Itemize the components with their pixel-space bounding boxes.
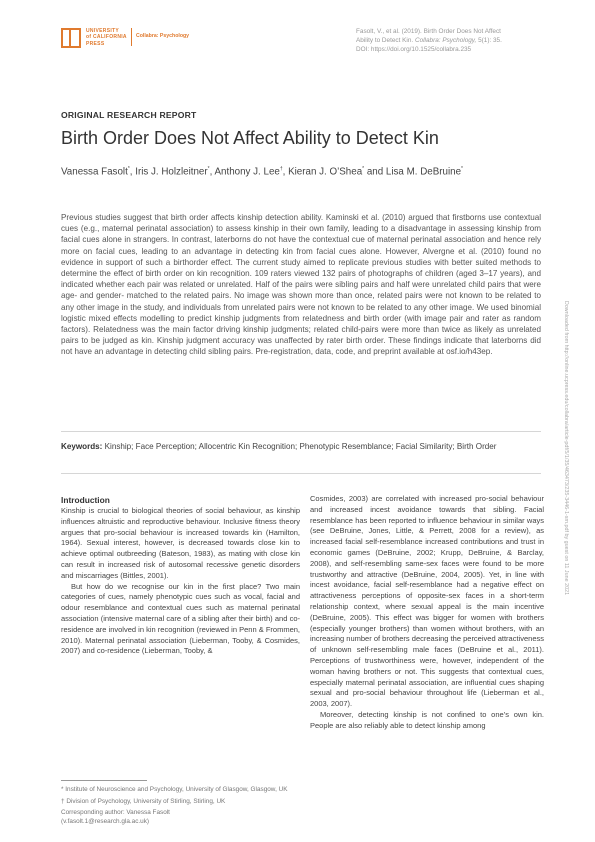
intro-heading: Introduction xyxy=(61,495,110,505)
article-title: Birth Order Does Not Affect Ability to Detect Kin xyxy=(61,128,439,148)
paragraph: But how do we recognise our kin in the first place? Two main categories of cues, namely phenotypic cues such as vocal, facial and odour resemblance and contextual cues such as maternal perinatal association (intensive maternal care of a sibling after their birth) and co-residence are involved in kin recognition (reviewed in Penn & Frommen, 2010). Maternal perinatal association (Lieberman, Tooby, & Cosmides, 2007) and co-residence (Lieberman, Tooby, & xyxy=(61,581,300,656)
section-label: ORIGINAL RESEARCH REPORT xyxy=(61,110,197,120)
citation-line-2: Ability to Detect Kin. Collabra: Psychology, 5(1): 35. xyxy=(356,37,502,44)
author-list: Vanessa Fasolt*, Iris J. Holzleitner*, Anthony J. Lee†, Kieran J. O’Shea* and Lisa M. DeBruine* xyxy=(61,166,463,178)
author-affiliation-mark: * xyxy=(362,166,365,172)
author-affiliation-mark: † xyxy=(279,166,283,172)
abstract: Previous studies suggest that birth order affects kinship detection ability. Kaminski et al. (2010) argued that firstborns use contextual cues (e.g., maternal perinatal association) to assess kinship in their own family, leading to a disadvantage in assessing kinship from facial cues alone in strangers. In contrast, laterborns do not have the contextual cue of maternal perinatal association and hence rely more on facial cues, leading to an advantage in detecting kin from facial cues alone. However, Alvergne et al. (2010) found no evidence in support of such a birthorder effect. The current study aimed to replicate previous studies with better suited methods to determine the effect of birth order on kin recognition. 109 raters viewed 132 pairs of photographs of children (aged 3–17 years), and indicated whether each pair was related or unrelated. Half of the pairs were sibling pairs and half were unrelated child pairs that were age- and gender- matched to the related pairs. No image was shown more than once, related pairs were not known to be related to any other image in the study, and individuals from unrelated pairs were not known to be related to any other image. We used binomial logistic mixed effects modelling to predict kinship judgments from relatedness and birth order (with image pair and rater as random factors). Relatedness was the main factor driving kinship judgments; related child-pairs were more than twice as likely as unrelated pairs to be judged as kin. Kinship judgment accuracy was unaffected by rater birth order. These findings indicate that laterborns did not have an advantage in detecting child sibling pairs. Pre-registration, data, code, and preprint available at osf.io/h43ep. xyxy=(61,213,541,357)
author-name: Vanessa Fasolt xyxy=(61,166,128,178)
ucpress-logo-text: UNIVERSITY of CALIFORNIA PRESS xyxy=(86,28,127,47)
logo-divider xyxy=(131,28,132,46)
keywords: Keywords: Kinship; Face Perception; Allocentric Kin Recognition; Phenotypic Resemblance; Facial Similarity; Birth Order xyxy=(61,442,497,451)
collabra-label: Collabra: Psychology xyxy=(136,33,190,39)
footnotes xyxy=(61,786,300,829)
author-affiliation-mark: * xyxy=(207,166,210,172)
footnote-affiliation-2: † Division of Psychology, University of Stirling, Stirling, UK xyxy=(61,797,226,805)
body-column-left xyxy=(61,494,300,657)
paragraph: Moreover, detecting kinship is not confined to one’s own kin. People are also reliably able to detect kinship among xyxy=(310,709,544,730)
paragraph: Kinship is crucial to biological theories of social behaviour, as kinship influences altruistic and reproductive behaviour. Inclusive fitness theory argues that pro-social behaviour is increased towards kin (Hamilton, 1964). Sexual interest, however, is decreased towards close kin to achieve optimal outbreeding (Bateson, 1983), as mating with close kin can result in increased risk of autosomal recessive genetic disorders and miscarriages (Bittles, 2001). xyxy=(61,506,300,580)
author-name: Lisa M. DeBruine xyxy=(385,166,462,178)
author-name: Kieran J. O’Shea xyxy=(288,166,363,178)
citation-line-1: Fasolt, V., et al. (2019). Birth Order Does Not Affect xyxy=(356,28,501,35)
download-watermark: Downloaded from http://online.ucpress.edu/collabra/article-pdf/5/1/35/463473/235-3446-1-sm.pdf by guest on 11 June 2021 xyxy=(563,300,569,596)
author-name: Anthony J. Lee xyxy=(214,166,280,178)
author-affiliation-mark: * xyxy=(461,166,463,172)
citation-doi-link[interactable]: DOI: https://doi.org/10.1525/collabra.235 xyxy=(356,46,472,53)
author-name: Iris J. Holzleitner xyxy=(135,166,208,178)
footnote-rule xyxy=(61,780,147,781)
body-column-right xyxy=(310,494,544,732)
footnote-affiliation-1: * Institute of Neuroscience and Psychology, University of Glasgow, Glasgow, UK xyxy=(61,786,288,793)
corresponding-email-link[interactable]: (v.fasolt.1@research.gla.ac.uk) xyxy=(61,817,150,825)
citation-block xyxy=(356,27,556,54)
divider-top xyxy=(61,431,541,432)
divider-bottom xyxy=(61,473,541,474)
paragraph: Cosmides, 2003) are correlated with increased pro-social behaviour and increased incest avoidance towards that sibling. Facial resemblance has been reported to influence behaviour in similar ways (see DeBruine, Jones, Little, & Perrett, 2008 for a review), as increased facial self-resemblance increased contributions and trust in economic games (DeBruine, 2002; Krupp, DeBruine, & Barclay, 2008), and self-resembling same-sex faces were found to be more trustworthy and attractive (DeBruine, 2004, 2005). Yet, in line with incest avoidance, facial self-resemblance had a negative effect on attractiveness perceptions of opposite-sex faces in a short-term relationship context, where sexual appeal is the main incentive (DeBruine, 2005). This effect was bigger for women with brothers (especially younger brothers) than women without brothers, with an increasing number of brothers decreasing the perceived attractiveness of unknown self-resembling male faces (DeBruine et al., 2011). Perceptions of trustworthiness were, however, independent of the woman having brothers or not. This suggests that contextual cues, especially maternal perinatal association, are influential cues shaping sexual and pro-social behaviour throughout life (Lieberman et al., 2003, 2007). xyxy=(310,494,544,709)
author-affiliation-mark: * xyxy=(127,166,130,172)
ucpress-logo-icon xyxy=(61,28,81,48)
corresponding-author: Corresponding author: Vanessa Fasolt xyxy=(61,809,170,817)
